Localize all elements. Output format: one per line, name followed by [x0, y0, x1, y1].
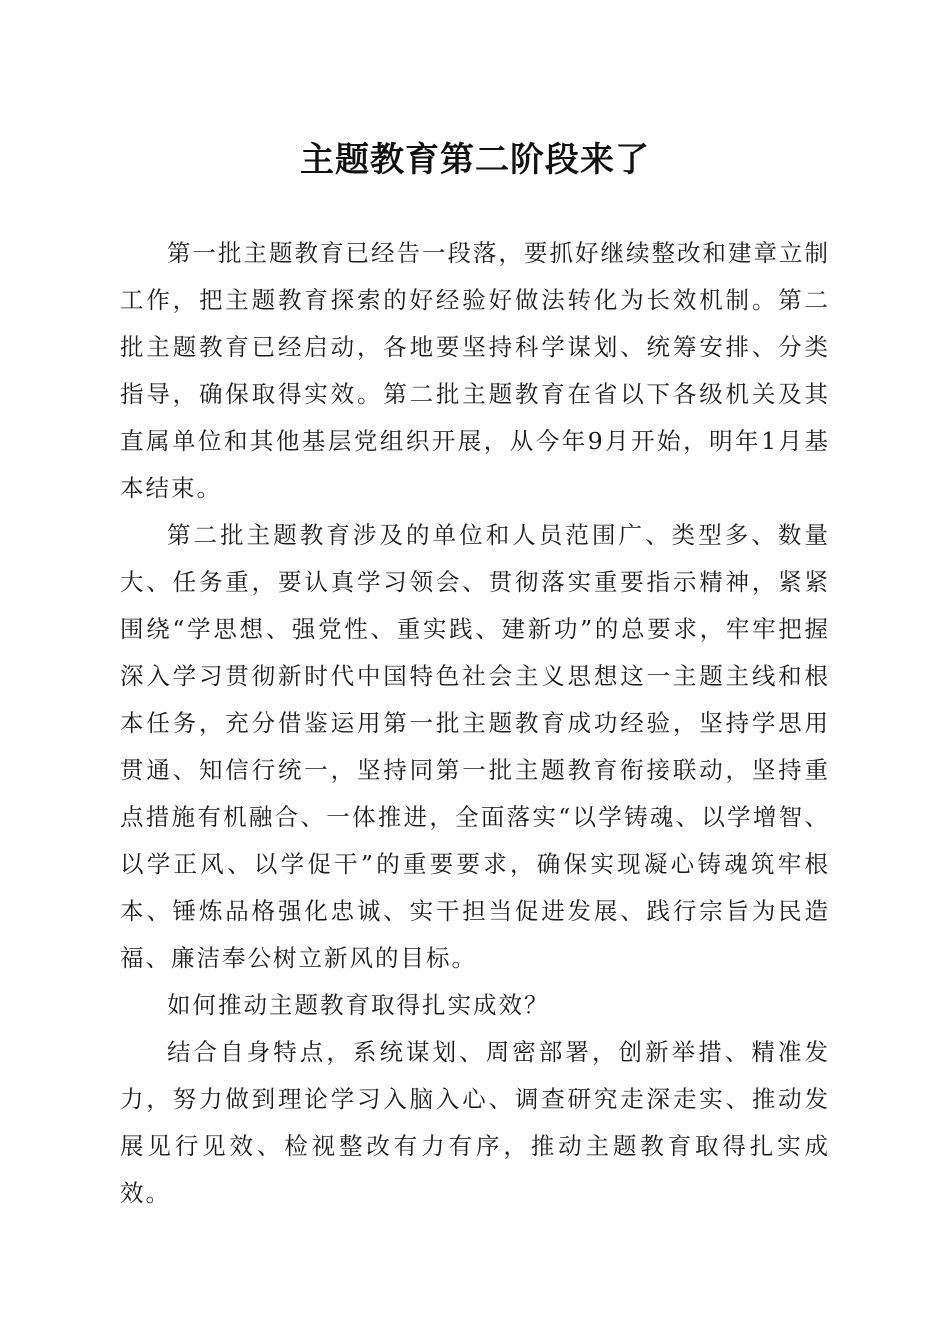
paragraph-intro: 第一批主题教育已经告一段落，要抓好继续整改和建章立制工作，把主题教育探索的好经验好做法转化为长效机制。第二批主题教育已经启动，各地要坚持科学谋划、统筹安排、分类指导，确保取得实效。第二批主题教育在省以下各级机关及其直属单位和其他基层党组织开展，从今年9月开始，明年1月基本结束。	[120, 239, 830, 502]
document-title: 主题教育第二阶段来了	[300, 140, 650, 180]
paragraph-question: 如何推动主题教育取得扎实成效？	[167, 991, 550, 1019]
paragraph-requirements: 第二批主题教育涉及的单位和人员范围广、类型多、数量大、任务重，要认真学习领会、贯彻落实重要指示精神，紧紧围绕“学思想、强党性、重实践、建新功”的总要求，牢牢把握深入学习贯彻新时代中国特色社会主义思想这一主题主线和根本任务，充分借鉴运用第一批主题教育成功经验，坚持学思用贯通、知信行统一，坚持同第一批主题教育衔接联动，坚持重点措施有机融合、一体推进，全面落实“以学铸魂、以学增智、以学正风、以学促干”的重要要求，确保实现凝心铸魂筑牢根本、锤炼品格强化忠诚、实干担当促进发展、践行宗旨为民造福、廉洁奉公树立新风的目标。	[120, 521, 830, 972]
document-body	[120, 230, 830, 1217]
paragraph-answer: 结合自身特点，系统谋划、周密部署，创新举措、精准发力，努力做到理论学习入脑入心、调查研究走深走实、推动发展见行见效、检视整改有力有序，推动主题教育取得扎实成效。	[120, 1038, 830, 1207]
